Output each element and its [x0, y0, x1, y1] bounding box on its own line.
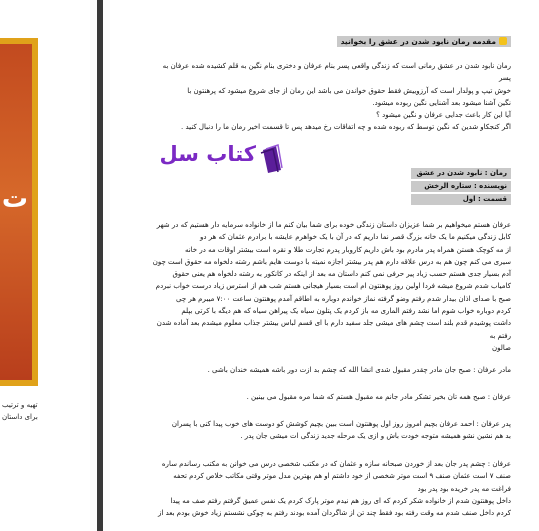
dialogue-line: بد هم نشین نشو همیشه متوجه خودت باش و ازی یک مرحله جدید زندگی ات میشی جان پدر . — [240, 432, 511, 441]
story-line: از مه کوچک هستن همراه پدر مادرم بود باش داریم کاروبار پدرم تجارت طلا و نقره است بیشتر اوقات مه در خانه — [184, 245, 511, 254]
story-paragraph — [143, 219, 511, 354]
book-stack-icon — [260, 144, 284, 174]
intro-line: آیا این کار باعث جدایی عرفان و نگین میشود ؟ — [376, 111, 511, 120]
dialogue-line: مادر عرفان : صبح جان مادر چقدر مقبول شدی انشا الله که چشم بد ازت دور باشه همیشه خندان باشی . — [207, 366, 511, 374]
intro-line: رمان نابود شدن در عشق رمانی است که زندگی واقعی پسر بنام عرفان و دختری بنام نگین به قلم کشیده شده عرفان به پسر — [162, 62, 511, 83]
section-heading-text: مقدمه رمان نابود شدن در عشق را بخوانید — [340, 37, 496, 46]
book-cover-art — [0, 44, 32, 380]
intro-line: نگین آشنا میشود بعد آشنایی نگین ربوده میشود. — [372, 98, 511, 107]
story-line: صبح با صدای اذان بیدار شدم رفتم وضو گرفته نماز خواندم دوباره به اطاقم آمدم پوهنتون ساعت ۷:۰۰ میبرم هر چی — [176, 294, 511, 303]
story-line: کامیاب شدم شروع میشه فردا اولین روز پوهنتون ام است بسیار هیجانی هستم شب هم از استرس زیاد درست خواب نبردم — [155, 282, 511, 291]
dialogue-erfan-2 — [143, 458, 511, 519]
story-line: سیری می کنم چون هم به درس علاقه دارم هم پدر بیشتر اجازه نمیته با دوست هایم باشم رشته دلخواه مه حقوق است چون — [152, 257, 511, 266]
intro-paragraph — [151, 60, 511, 134]
previous-page — [0, 0, 100, 531]
intro-line: اگر کنجکاو شدین که نگین توسط که ربوده شده و چه اتفاقات رخ میدهد پس تا قسمت اخیر رمان ما را دنبال کنید . — [181, 123, 511, 132]
story-line: کردم دوباره خواب شوم اما نشد رفتم الماری مه باز کردم یک پتلون سیاه یک پیراهن سیاه که هم دیگه با کرتی بپلم — [181, 307, 511, 316]
section-heading — [337, 36, 511, 47]
dialogue-line: کردم داخل صنف شدم مه وقت رفته بود فقط چند تن از شاگردان آمده بودند رفتم به چوکی نشستم زیاد خوش بودم بعد از — [158, 509, 511, 518]
story-line: داشت پوشیدم قدم بلند است چشم های میشی جلد سفید دارم با ای قسم لباس بیشتر جذاب معلوم میشدم بعد آماده شدن رفتم به — [156, 319, 511, 340]
story-line: کابل زندگی میکنیم ما یک خانه بزرگ قصر نما داریم که در آن با یک خواهرم عایشه با برادرم عثمان که هر دو — [199, 233, 511, 242]
book-cover-image — [0, 38, 38, 386]
meta-author: نویسنده : ستاره الرخش — [411, 181, 511, 192]
intro-line: خوش تیپ و پولدار است که آرزوییش فقط حقوق خواندن می باشد این رمان از جای شروع میشود که پرهنتون با — [187, 86, 511, 95]
story-line: صالون — [492, 343, 511, 352]
meta-part: قسمت : اول — [411, 194, 511, 205]
dialogue-line: داخل پوهنتون شدم از خانواده شکر کردم که ای روز هم نیدم موتر پارک کردم یک نفس عمیق گرفتم رفتم صف مه پیدا — [170, 496, 511, 505]
left-caption-line-1: تهیه و ترتیب — [2, 401, 38, 409]
left-caption-line-2: برای داستان — [2, 413, 38, 421]
dialogue-father — [143, 418, 511, 443]
site-logo-text: کتاب سل — [159, 142, 256, 166]
dialogue-line: فراغت مه پدر خریده بود پدر بود — [417, 484, 511, 493]
dialogue-line: پدر عرفان : احمد عرفان بچیم امروز روز اول پوهنتون است ببین بچیم کوشش کو دوست های خوب پیدا کنی با پسران — [171, 420, 511, 428]
book-cover-title: ت — [1, 184, 29, 214]
dialogue-line: صنف ۷ است عثمان صنف ۹ است موتر شخصی از خود داشتم او هم بهترین مدل موتر وقتی مکاتب خلاص کردم تحفه — [173, 472, 511, 481]
story-line: آدم بسیار جدی هستم حسب زیاد پیر حرفی نمی کنم داستان مه بعد از اینکه در کانکور به رشته دلخواه هم یعنی حقوق — [172, 270, 511, 279]
dialogue-erfan-1 — [143, 391, 511, 403]
site-logo — [128, 140, 278, 180]
dialogue-line: عرفان : چشم پدر جان بعد از خوردن صبحانه سازه و عثمان که در مکتب شخصی درس می خوانن به مکتب رساندم ساره — [161, 460, 511, 468]
page-divider — [97, 0, 103, 531]
document-page — [104, 0, 539, 531]
dialogue-line: عرفان : صبح همه تان بخیر تشکر مادر جانم مه مقبول هستم که شما مره مقبول می بینین . — [246, 393, 511, 401]
lightbulb-icon — [499, 37, 507, 45]
meta-novel-title: رمان : نابود شدن در عشق — [411, 168, 511, 179]
dialogue-mother — [143, 364, 511, 376]
story-line: عرفان هستم میخواهیم بر شما عزیزان داستان زندگی خوده برای شما بیان کنم ما از خانواده سرمایه دار هستیم که در شهر — [156, 221, 511, 229]
